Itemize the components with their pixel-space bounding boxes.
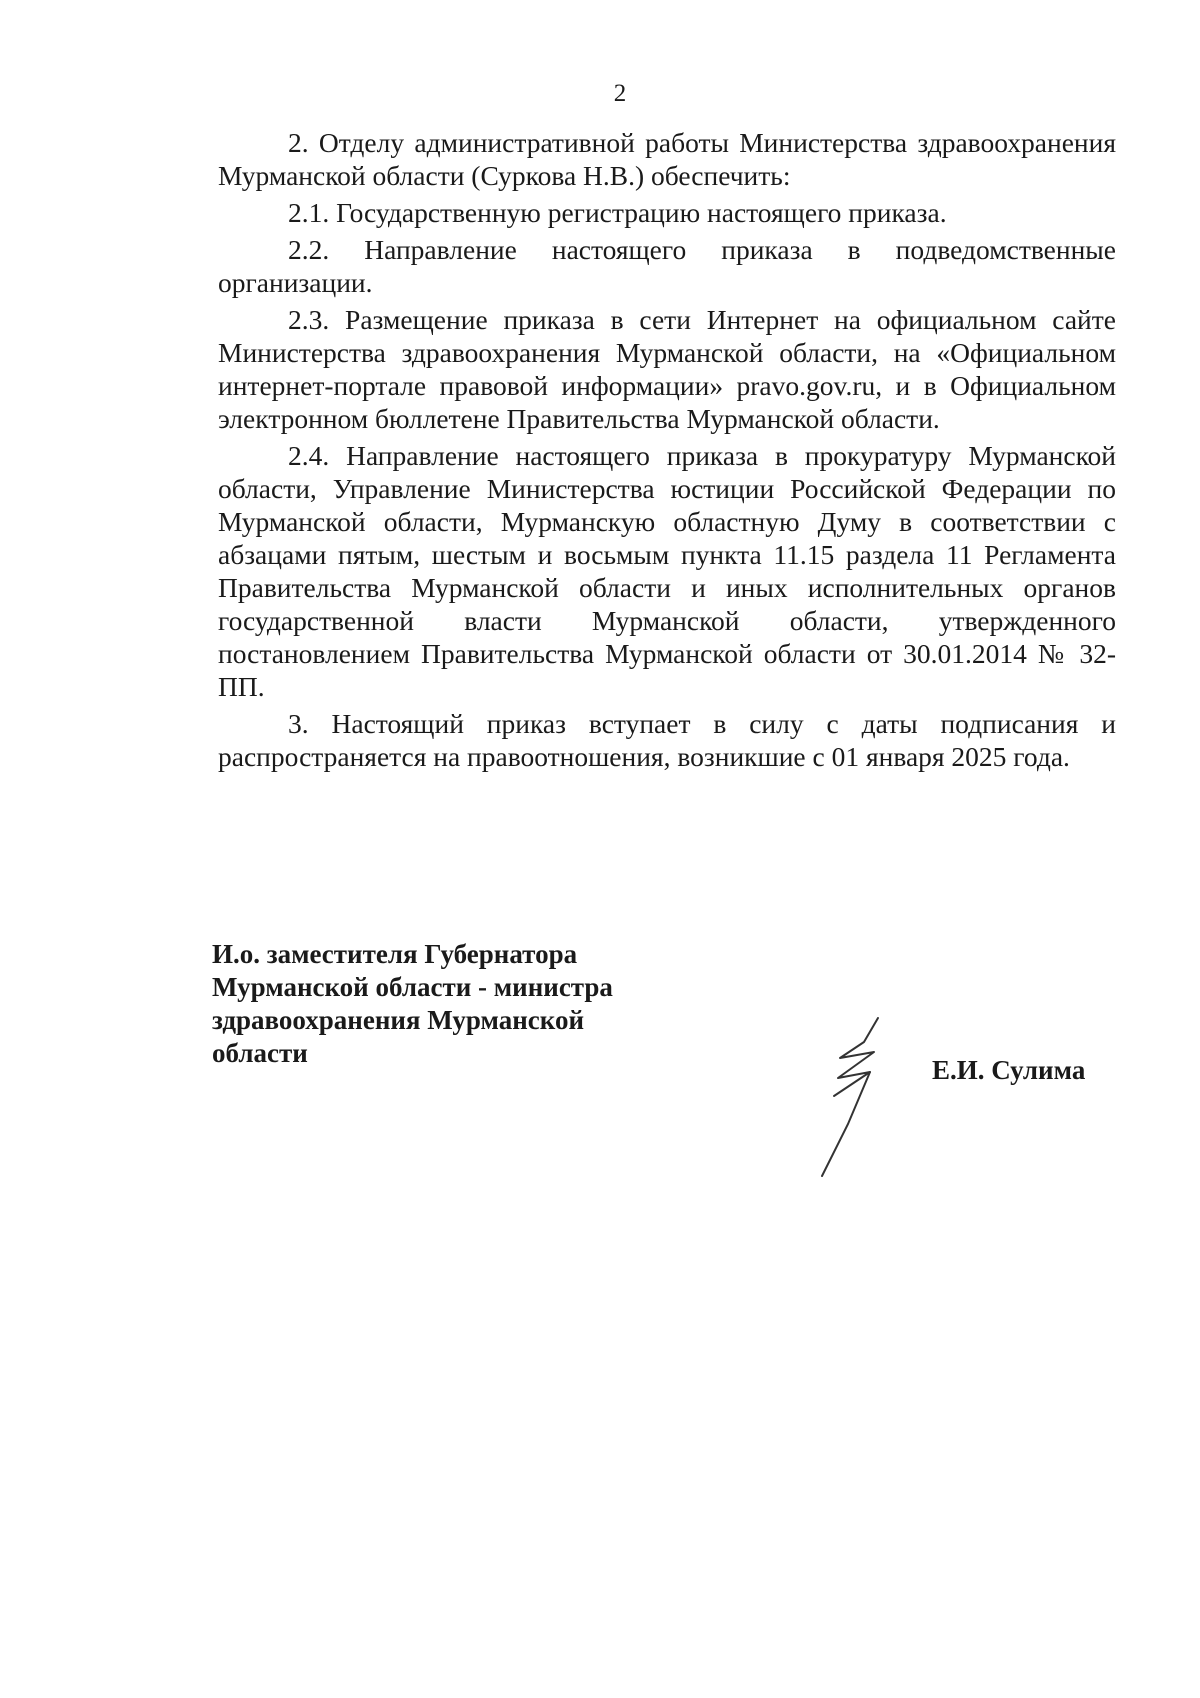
paragraph-2-3: 2.3. Размещение приказа в сети Интернет на официальном сайте Министерства здравоохранения Мурманской области, на «Официальном интернет-портале правовой информации» pravo.gov.ru, и в Официальном электронном бюллетене Правительства Мурманской области. [218, 304, 1116, 434]
signatory-title-line: области [212, 1038, 308, 1068]
handwritten-signature-icon [800, 1000, 960, 1180]
paragraph-2-2: 2.2. Направление настоящего приказа в подведомственные организации. [218, 234, 1116, 298]
signatory-title-line: Мурманской области - министра [212, 972, 613, 1002]
paragraph-2-4: 2.4. Направление настоящего приказа в прокуратуру Мурманской области, Управление Министерства юстиции Российской Федерации по Мурманской области, Мурманскую областную Думу в соответствии с абзацами пятым, шестым и восьмым пункта 11.15 раздела 11 Регламента Правительства Мурманской области и иных исполнительных органов государственной власти Мурманской области, утвержденного постановлением Правительства Мурманской области от 30.01.2014 № 32-ПП. [218, 440, 1116, 702]
signatory-title [212, 938, 672, 1070]
signatory-title-line: здравоохранения Мурманской [212, 1005, 585, 1035]
document-body [218, 126, 1116, 777]
page-number: 2 [613, 80, 627, 107]
signatory-title-line: И.о. заместителя Губернатора [212, 939, 578, 969]
paragraph-2-1: 2.1. Государственную регистрацию настоящего приказа. [288, 197, 947, 228]
paragraph-3: 3. Настоящий приказ вступает в силу с даты подписания и распространяется на правоотношения, возникшие с 01 января 2025 года. [218, 708, 1116, 772]
paragraph-2: 2. Отделу административной работы Министерства здравоохранения Мурманской области (Суркова Н.В.) обеспечить: [218, 127, 1116, 191]
signatory-name: Е.И. Сулима [932, 1055, 1086, 1085]
